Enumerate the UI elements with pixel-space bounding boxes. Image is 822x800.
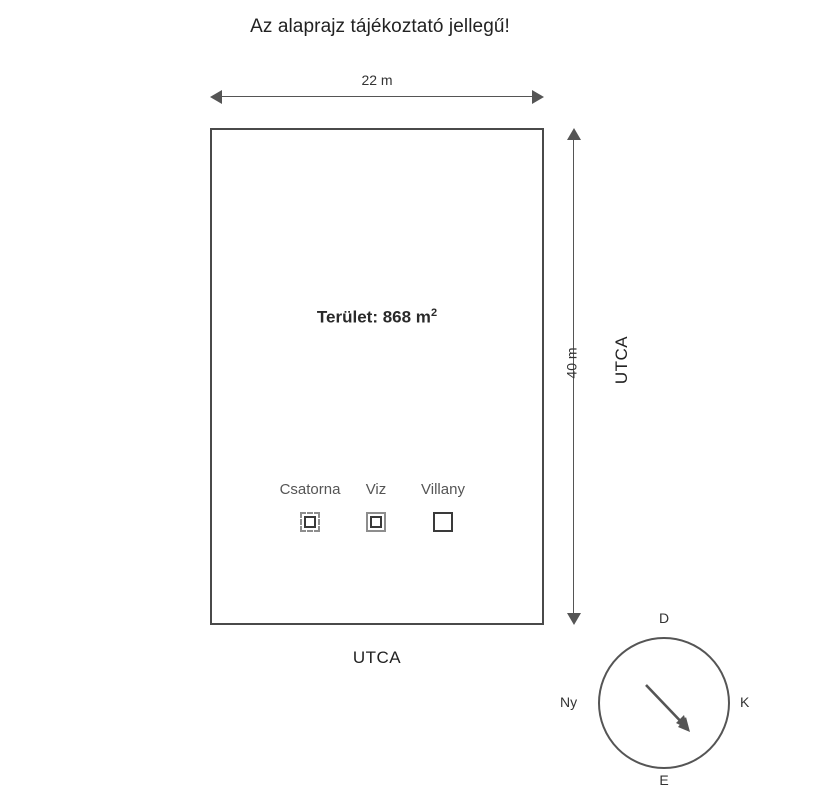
arrow-up-icon xyxy=(567,128,581,140)
street-label-right: UTCA xyxy=(612,335,632,385)
arrow-left-icon xyxy=(210,90,222,104)
arrow-right-icon xyxy=(532,90,544,104)
utility-label-water: Viz xyxy=(365,481,387,498)
street-label-bottom: UTCA xyxy=(352,648,402,667)
electricity-connection-icon xyxy=(433,512,453,532)
utility-item xyxy=(404,481,482,532)
plot-area-text: Terület: 868 m xyxy=(316,307,431,327)
sewer-connection-icon xyxy=(300,512,320,532)
plot-area-superscript: 2 xyxy=(430,307,438,319)
compass-label-north: D xyxy=(658,610,670,626)
utility-item xyxy=(356,481,396,532)
compass-label-east: K xyxy=(740,694,750,710)
page-title: Az alaprajz tájékoztató jellegű! xyxy=(250,16,510,37)
water-connection-icon xyxy=(366,512,386,532)
utility-label-electricity: Villany xyxy=(421,481,465,498)
arrow-down-icon xyxy=(567,613,581,625)
utility-item xyxy=(272,481,348,532)
compass-rose xyxy=(598,637,730,769)
compass-arrow-icon xyxy=(598,637,730,769)
plot-outline xyxy=(210,128,544,625)
height-dimension-label: 40 m xyxy=(563,347,580,379)
compass-label-south: E xyxy=(659,772,669,788)
compass-label-west: Ny xyxy=(560,694,578,710)
utilities-group xyxy=(272,481,482,541)
dimension-line xyxy=(214,96,540,97)
width-dimension-label: 22 m xyxy=(361,72,393,88)
plot-area-label xyxy=(210,307,544,328)
width-dimension-arrow xyxy=(210,90,544,104)
utility-label-sewer: Csatorna xyxy=(279,481,341,498)
